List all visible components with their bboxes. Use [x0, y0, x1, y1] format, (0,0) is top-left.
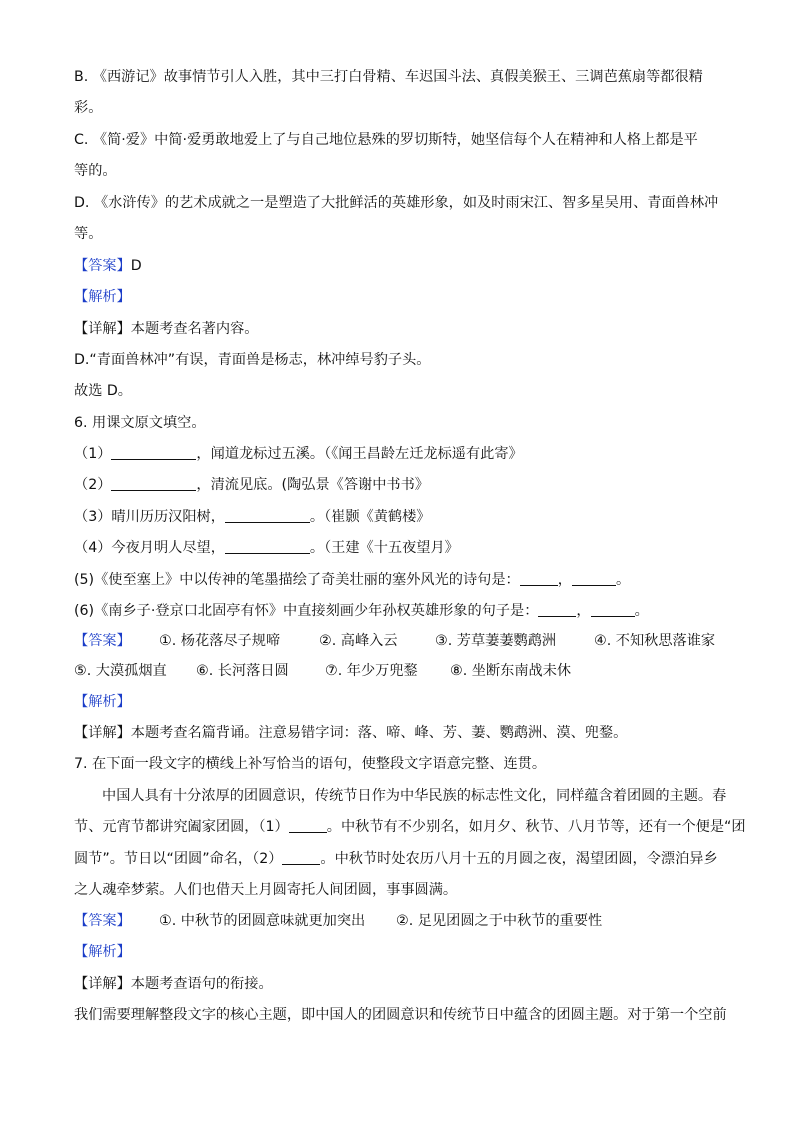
answer-item: ⑤. 大漠孤烟直 — [74, 663, 167, 679]
option-c-line2: 等的。 — [74, 163, 117, 179]
choice-line: 故选 D。 — [74, 383, 132, 399]
analysis-tag-5 — [74, 288, 131, 306]
fill-5 — [74, 571, 630, 589]
answer-tag: 【答案】 — [74, 258, 131, 274]
answer-item: ①. 中秋节的团圆意味就更加突出 — [159, 913, 366, 929]
fill-2-blank — [111, 476, 196, 491]
question-7-title: 7. 在下面一段文字的横线上补写恰当的语句，使整段文字语意完整、连贯。 — [74, 756, 547, 772]
fill-5-blank-b — [572, 571, 616, 586]
answers-7-row — [74, 912, 734, 930]
fill-6-comma: ， — [576, 603, 591, 619]
question-6-title: 6. 用课文原文填空。 — [74, 415, 206, 431]
fill-2-suffix: ，清流见底。(陶弘景《答谢中书书》 — [196, 477, 429, 493]
passage-line2: 节、元宵节都讲究阖家团圆，（1） 。中秋节有不少别名，如月夕、秋节、八月节等，还有一个便是“团 — [74, 819, 746, 835]
fill-6-prefix: (6)《南乡子·登京口北固亭有怀》中直接刻画少年孙权英雄形象的句子是： — [74, 603, 539, 619]
fill-3-prefix: （3）晴川历历汉阳树， — [74, 509, 225, 525]
answer-tag: 【答案】 — [74, 913, 131, 929]
detail-tag: 【详解】 — [74, 725, 131, 741]
answer-item: ⑥. 长河落日圆 — [196, 663, 289, 679]
fill-4-prefix: （4）今夜月明人尽望， — [74, 540, 225, 556]
passage-line1: 中国人具有十分浓厚的团圆意识，传统节日作为中华民族的标志性文化，同样蕴含着团圆的主题。春 — [102, 788, 727, 804]
answer-item: ②. 高峰入云 — [319, 633, 398, 649]
answer-row-5 — [74, 257, 142, 275]
fill-3-blank — [225, 508, 310, 523]
analysis-tag-6 — [74, 693, 131, 711]
passage-line4: 之人魂牵梦萦。人们也借天上月圆寄托人间团圆，事事圆满。 — [74, 882, 458, 898]
explanation-line: D.“青面兽林冲”有误，青面兽是杨志，林冲绰号豹子头。 — [74, 352, 431, 368]
analysis-tag-7 — [74, 943, 131, 961]
fill-3-suffix: 。（崔颢《黄鹤楼》 — [309, 509, 431, 525]
fill-6 — [74, 602, 649, 620]
detail-row-6 — [74, 724, 627, 742]
option-c-line1: C. 《简·爱》中简·爱勇敢地爱上了与自己地位悬殊的罗切斯特，她坚信每个人在精神和人格上都是平 — [74, 132, 698, 148]
answer-item: ⑧. 坐断东南战未休 — [450, 663, 572, 679]
fill-1-suffix: ，闻道龙标过五溪。（《闻王昌龄左迁龙标遥有此寄》 — [196, 446, 523, 462]
fill-3 — [74, 508, 431, 526]
answer-tag: 【答案】 — [74, 633, 131, 649]
answer-item: ⑦. 年少万兜鍪 — [325, 663, 418, 679]
fill-4-blank — [225, 539, 310, 554]
answer-value: D — [130, 258, 142, 274]
detail-tag: 【详解】 — [74, 321, 131, 337]
option-d-line1: D. 《水浒传》的艺术成就之一是塑造了大批鲜活的英雄形象，如及时雨宋江、智多星吴用、青面兽林冲 — [74, 195, 719, 211]
answer-item: ④. 不知秋思落谁家 — [594, 633, 716, 649]
fill-5-end: 。 — [615, 572, 631, 588]
fill-1-blank — [111, 445, 196, 460]
answers-6-row1 — [74, 632, 734, 650]
fill-2-prefix: （2） — [74, 477, 112, 493]
fill-4 — [74, 539, 459, 557]
passage-line3: 圆节”。节日以“团圆”命名，（2） 。中秋节时处农历八月十五的月圆之夜，渴望团圆，令漂泊异乡 — [74, 851, 718, 867]
answers-6-row2 — [74, 662, 734, 680]
analysis-tag: 【解析】 — [74, 694, 131, 710]
explanation-line-7: 我们需要理解整段文字的核心主题，即中国人的团圆意识和传统节日中蕴含的团圆主题。对于第一个空前 — [74, 1007, 727, 1023]
fill-5-prefix: (5)《使至塞上》中以传神的笔墨描绘了奇美壮丽的塞外风光的诗句是： — [74, 572, 520, 588]
answer-item: ③. 芳草萋萋鹦鹉洲 — [435, 633, 557, 649]
fill-6-blank-b — [591, 602, 635, 617]
fill-2 — [74, 476, 429, 494]
passage-blank-1 — [289, 818, 327, 833]
detail-tag: 【详解】 — [74, 976, 131, 992]
answer-item: ②. 足见团圆之于中秋节的重要性 — [396, 913, 603, 929]
detail-text: 本题考查语句的衔接。 — [130, 976, 273, 992]
option-d-line2: 等。 — [74, 226, 103, 242]
answer-item: ①. 杨花落尽子规啼 — [159, 633, 281, 649]
detail-text: 本题考查名著内容。 — [130, 321, 259, 337]
fill-1-prefix: （1） — [74, 446, 112, 462]
detail-row-5 — [74, 320, 258, 338]
fill-1 — [74, 445, 523, 463]
passage-blank-2 — [282, 850, 320, 865]
fill-5-comma: ， — [557, 572, 572, 588]
fill-6-end: 。 — [634, 603, 649, 619]
fill-5-blank-a — [520, 571, 558, 586]
detail-row-7 — [74, 975, 273, 993]
detail-text: 本题考查名篇背诵。注意易错字词：落、啼、峰、芳、萋、鹦鹉洲、漠、兜鍪。 — [130, 725, 628, 741]
analysis-tag: 【解析】 — [74, 289, 131, 305]
option-b-line1: B. 《西游记》故事情节引人入胜，其中三打白骨精、车迟国斗法、真假美猴王、三调芭蕉扇等都很精 — [74, 69, 703, 85]
fill-6-blank-a — [538, 602, 576, 617]
fill-4-suffix: 。（王建《十五夜望月》 — [309, 540, 459, 556]
analysis-tag: 【解析】 — [74, 944, 131, 960]
option-b-line2: 彩。 — [74, 100, 103, 116]
